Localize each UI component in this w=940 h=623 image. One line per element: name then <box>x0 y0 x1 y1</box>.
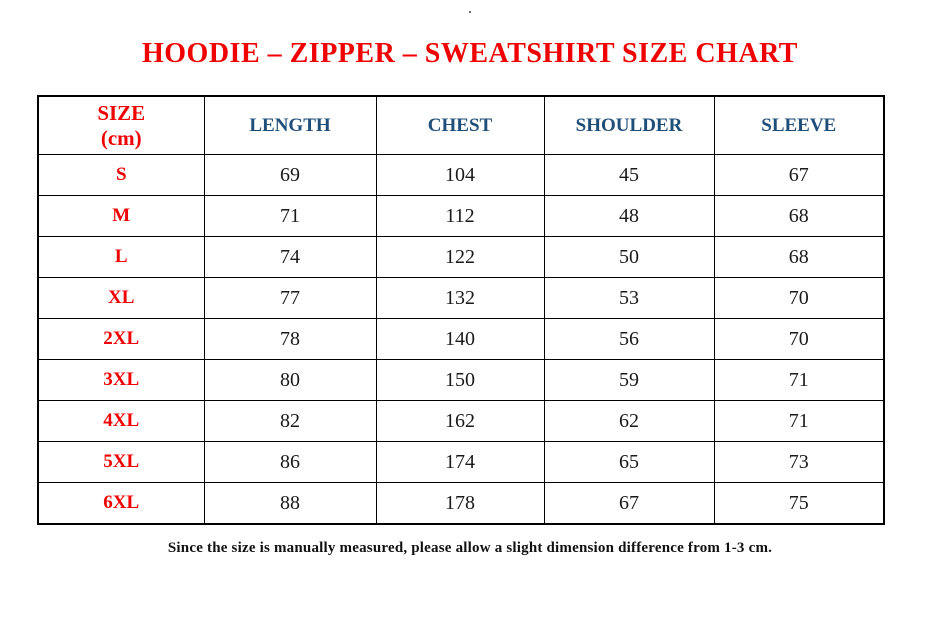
table-row-s <box>38 155 884 196</box>
size-header-line2: (cm) <box>100 125 142 150</box>
length-value: 88 <box>204 483 376 525</box>
stray-dot: . <box>468 2 472 16</box>
length-value: 78 <box>204 319 376 360</box>
length-value: 74 <box>204 237 376 278</box>
page-title: HOODIE – ZIPPER – SWEATSHIRT SIZE CHART <box>142 38 798 69</box>
size-label: 2XL <box>38 319 204 360</box>
column-header-length: LENGTH <box>204 96 376 155</box>
header-row <box>38 96 884 155</box>
size-label: 4XL <box>38 401 204 442</box>
table-row-l <box>38 237 884 278</box>
length-value: 77 <box>204 278 376 319</box>
sleeve-value: 70 <box>714 319 884 360</box>
table-row-4xl <box>38 401 884 442</box>
size-label: 6XL <box>38 483 204 525</box>
table-row-6xl <box>38 483 884 525</box>
sleeve-value: 68 <box>714 237 884 278</box>
column-header-size <box>38 96 204 155</box>
shoulder-value: 62 <box>544 401 714 442</box>
shoulder-value: 53 <box>544 278 714 319</box>
shoulder-value: 67 <box>544 483 714 525</box>
shoulder-value: 56 <box>544 319 714 360</box>
table-row-xl <box>38 278 884 319</box>
sleeve-value: 70 <box>714 278 884 319</box>
sleeve-value: 68 <box>714 196 884 237</box>
shoulder-value: 50 <box>544 237 714 278</box>
size-header-line1: SIZE <box>97 101 146 126</box>
length-value: 71 <box>204 196 376 237</box>
column-header-shoulder: SHOULDER <box>544 96 714 155</box>
table-row-m <box>38 196 884 237</box>
size-label: 3XL <box>38 360 204 401</box>
sleeve-value: 73 <box>714 442 884 483</box>
footnote: Since the size is manually measured, please allow a slight dimension difference from 1-3 cm. <box>167 540 773 556</box>
sleeve-value: 67 <box>714 155 884 196</box>
size-label: M <box>38 196 204 237</box>
chest-value: 132 <box>376 278 544 319</box>
size-label: 5XL <box>38 442 204 483</box>
sleeve-value: 71 <box>714 360 884 401</box>
size-chart-table <box>37 95 885 525</box>
column-header-chest: CHEST <box>376 96 544 155</box>
size-label: XL <box>38 278 204 319</box>
chest-value: 104 <box>376 155 544 196</box>
length-value: 80 <box>204 360 376 401</box>
chest-value: 178 <box>376 483 544 525</box>
chest-value: 112 <box>376 196 544 237</box>
size-label: S <box>38 155 204 196</box>
length-value: 69 <box>204 155 376 196</box>
chest-value: 162 <box>376 401 544 442</box>
shoulder-value: 59 <box>544 360 714 401</box>
size-label: L <box>38 237 204 278</box>
table-row-3xl <box>38 360 884 401</box>
sleeve-value: 71 <box>714 401 884 442</box>
chest-value: 174 <box>376 442 544 483</box>
table-row-5xl <box>38 442 884 483</box>
sleeve-value: 75 <box>714 483 884 525</box>
length-value: 82 <box>204 401 376 442</box>
table-row-2xl <box>38 319 884 360</box>
length-value: 86 <box>204 442 376 483</box>
column-header-sleeve: SLEEVE <box>714 96 884 155</box>
chest-value: 150 <box>376 360 544 401</box>
chest-value: 140 <box>376 319 544 360</box>
chest-value: 122 <box>376 237 544 278</box>
shoulder-value: 45 <box>544 155 714 196</box>
shoulder-value: 65 <box>544 442 714 483</box>
shoulder-value: 48 <box>544 196 714 237</box>
